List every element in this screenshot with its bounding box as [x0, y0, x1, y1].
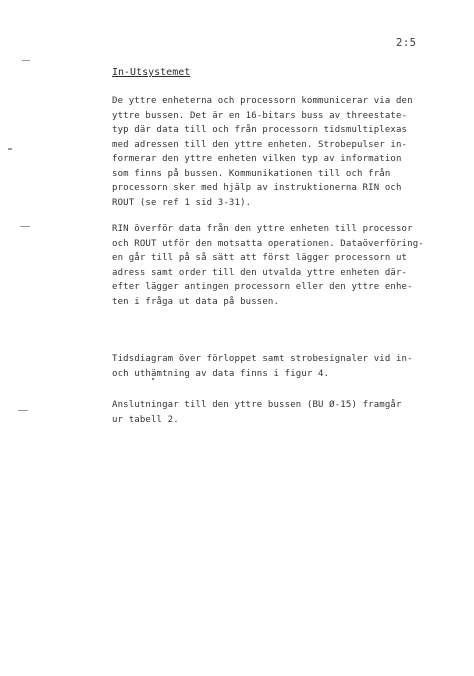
text-line: Tidsdiagram över förloppet samt strobesignaler vid in-	[112, 354, 413, 364]
text-line: och ROUT utför den motsatta operationen. Dataöverföring-	[112, 238, 424, 249]
text-line: typ där data till och från processorn tidsmultiplexas	[112, 125, 408, 135]
page-number: 2:5	[396, 37, 417, 49]
text-line: Anslutningar till den yttre bussen (BU Ø-15) framgår	[112, 400, 402, 410]
text-line: formerar den yttre enheten vilken typ av information	[112, 154, 402, 164]
text-line: De yttre enheterna och processorn kommunicerar via den	[112, 96, 413, 106]
scan-mark	[22, 60, 30, 61]
scan-dot	[152, 378, 154, 380]
paragraph-4	[112, 398, 434, 427]
text-line: som finns på bussen. Kommunikationen till och från	[112, 168, 391, 179]
text-line: RIN överför data från den yttre enheten till processor	[112, 224, 413, 234]
text-line: adress samt order till den utvalda yttre enheten där-	[112, 267, 408, 278]
text-line: yttre bussen. Det är en 16-bitars buss av threestate-	[112, 110, 408, 121]
paragraph-1	[112, 94, 434, 210]
paragraph-2	[112, 222, 434, 309]
text-line: med adressen till den yttre enheten. Strobepulser in-	[112, 139, 408, 150]
scan-mark	[18, 410, 28, 411]
text-line: processorn sker med hjälp av instruktionerna RIN och	[112, 183, 402, 193]
scan-mark	[20, 226, 30, 227]
text-line: ten i fråga ut data på bussen.	[112, 296, 280, 307]
text-line: ur tabell 2.	[112, 414, 179, 425]
text-line: och uthämtning av data finns i figur 4.	[112, 368, 330, 379]
text-line: ROUT (se ref 1 sid 3-31).	[112, 197, 252, 208]
paragraph-3	[112, 352, 434, 381]
text-line: efter lägger antingen processorn eller den yttre enhe-	[112, 282, 413, 292]
text-line: en går till på så sätt att först lägger processorn ut	[112, 253, 408, 263]
scan-mark	[8, 148, 12, 150]
section-heading: In-Utsystemet	[112, 67, 191, 78]
